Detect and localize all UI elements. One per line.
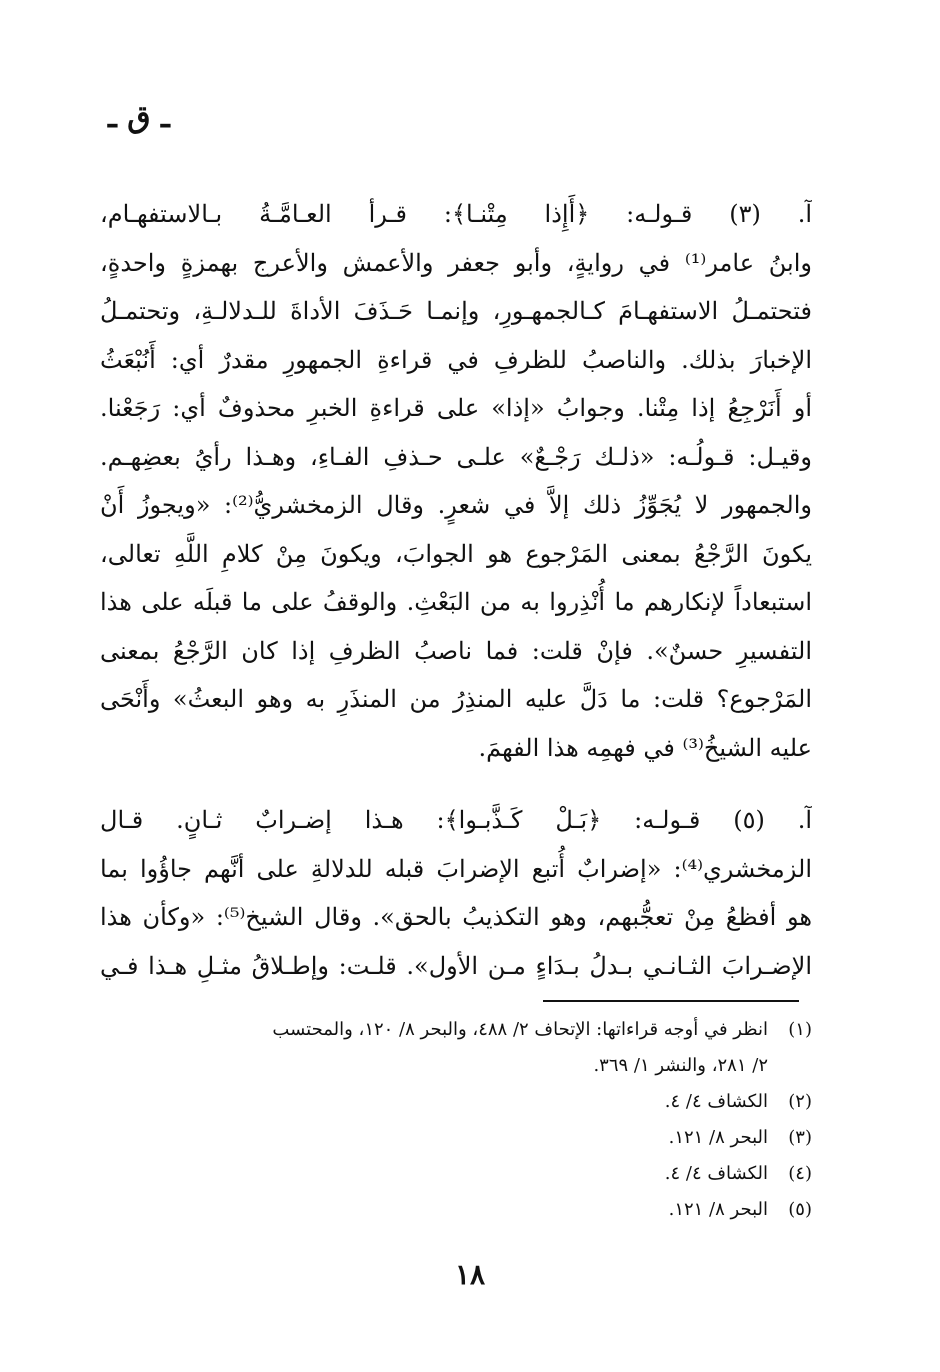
footnotes xyxy=(100,1012,812,1228)
footnote-text: البحر ٨/ ١٢١. xyxy=(668,1199,768,1220)
text-line: آ. (٥) قـولـه: ﴿بَـلْ كَـذَّبـوا﴾: هـذا إضـرابٌ ثـانٍ. قـال xyxy=(100,806,812,834)
commentary-section-1 xyxy=(100,190,812,772)
footnote xyxy=(100,1084,812,1120)
page-number: ١٨ xyxy=(454,1258,486,1291)
footnote-text: الكشاف ٤/ ٤. xyxy=(664,1163,768,1184)
text-line: المَرْجوع؟ قلت: ما دَلَّ عليه المنذِرُ من المنذَرِ به وهو البعثُ» وأَنْحَى xyxy=(100,685,812,713)
text-line: الإضـرابَ الثـانـي بـدلُ بـدَاءٍ مـن الأول». قلـت: وإطـلاقُ مثـلِ هـذا فـي xyxy=(100,951,812,980)
text-line: الإخبارَ بذلك. والناصبُ للظرفِ في قراءةِ الجمهورِ مقدرٌ أي: أَنُبْعَثُ xyxy=(100,345,812,374)
footnote-continuation xyxy=(100,1048,812,1084)
footnote xyxy=(100,1156,812,1192)
footnote-number: (١) xyxy=(788,1019,812,1040)
text-line: الزمخشري⁽⁴⁾: «إضرابٌ أُتبع الإضرابَ قبله للدلالةِ على أنَّهم جاؤُوا بما xyxy=(100,854,812,883)
text-line: فتحتمـلُ الاستفهـامَ كـالجمهـورِ، وإنمـا حَـذَفَ الأداةَ للـدلالـةِ، وتحتمـلُ xyxy=(100,297,812,325)
text-line: استبعاداً لإنكارهم ما أُنْذِروا به من البَعْثِ. والوقفُ على ما قبلَه على هذا xyxy=(100,588,812,616)
footnote xyxy=(100,1012,812,1048)
text-line: وقيـل: قـولُـه: «ذلـك رَجْـعٌ» علـى حـذفِ الفـاءِ، وهـذا رأيُ بعضِهـم. xyxy=(100,442,812,471)
text-line: عليه الشيخُ⁽³⁾ في فهمِه هذا الفهمَ. xyxy=(478,733,812,762)
footnote-text: ٢/ ٢٨١، والنشر ١/ ٣٦٩. xyxy=(593,1055,768,1076)
footnote-text: انظر في أوجه قراءاتها: الإتحاف ٢/ ٤٨٨، والبحر ٨/ ١٢٠، والمحتسب xyxy=(272,1019,768,1040)
footnote-text: الكشاف ٤/ ٤. xyxy=(664,1091,768,1112)
text-line: هو أفظعُ مِنْ تعجُّبهم، وهو التكذيبُ بالحق». وقال الشيخ⁽⁵⁾: «وكأن هذا xyxy=(100,903,812,931)
text-line: أو أَنَرْجِعُ إذا مِتْنا. وجوابُ «إذا» على قراءةِ الخبرِ محذوفٌ أي: رَجَعْنا. xyxy=(100,394,812,422)
commentary-section-2 xyxy=(100,796,812,990)
text-line: يكونَ الرَّجْعُ بمعنى المَرْجوع هو الجوابَ، ويكونَ مِنْ كلامِ اللَّهِ تعالى، xyxy=(100,539,812,568)
footnote-number: (٢) xyxy=(788,1091,812,1112)
footnote-number: (٣) xyxy=(788,1127,812,1148)
footnote-number: (٤) xyxy=(788,1163,812,1184)
footnote-divider xyxy=(543,1000,799,1002)
text-line: والجمهور لا يُجَوِّزُ ذلك إلاَّ في شعرٍ. وقال الزمخشريُّ⁽²⁾: «ويجوزُ أَنْ xyxy=(100,491,812,519)
footnote-text: البحر ٨/ ١٢١. xyxy=(668,1127,768,1148)
footnote xyxy=(100,1192,812,1228)
text-line: آ. (٣) قـولـه: ﴿أَإِذا مِتْنـا﴾: قـرأ العـامَّـةُ بـالاستفهـام، xyxy=(100,200,812,228)
page-header: ـ ق ـ xyxy=(108,100,170,135)
footnote xyxy=(100,1120,812,1156)
text-line: وابنُ عامر⁽¹⁾ في روايةٍ، وأبو جعفر والأعمش والأعرج بهمزةٍ واحدةٍ، xyxy=(100,248,812,277)
text-line: التفسيرِ حسنٌ». فإنْ قلت: فما ناصبُ الظرفِ إذا كان الرَّجْعُ بمعنى xyxy=(100,636,812,665)
footnote-number: (٥) xyxy=(788,1199,812,1220)
